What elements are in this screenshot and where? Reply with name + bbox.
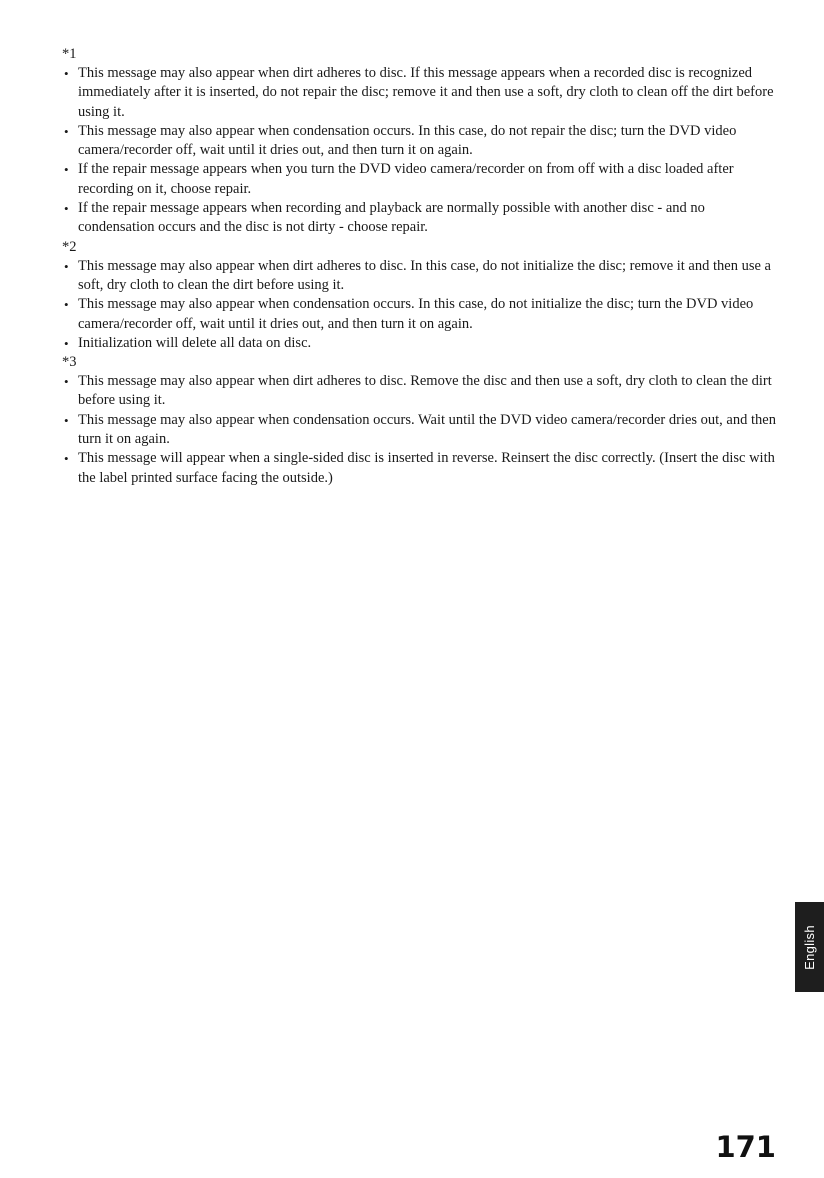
footnote-marker-1: *1 bbox=[62, 46, 77, 62]
list-item: • This message may also appear when condensation occurs. In this case, do not initialize the disc; turn the DVD video camera/recorder off, wait until it dries out, and then turn it on again. bbox=[62, 295, 782, 334]
footnotes bbox=[62, 45, 782, 488]
list-item: • If the repair message appears when recording and playback are normally possible with another disc - and no condensation occurs and the disc is not dirty - choose repair. bbox=[62, 199, 782, 238]
list-item: • This message may also appear when condensation occurs. In this case, do not repair the disc; turn the DVD video camera/recorder off, wait until it dries out, and then turn it on again. bbox=[62, 122, 782, 161]
list-item: • This message may also appear when condensation occurs. Wait until the DVD video camera/recorder dries out, and then turn it on again. bbox=[62, 411, 782, 450]
language-tab-label: English bbox=[802, 924, 817, 970]
list-item: • This message may also appear when dirt adheres to disc. If this message appears when a recorded disc is recognized immediately after it is inserted, do not repair the disc; remove it and then use a soft, dry cloth to clean off the dirt before using it. bbox=[62, 64, 782, 122]
footnote-list-3 bbox=[62, 372, 782, 488]
footnote-marker-3: *3 bbox=[62, 354, 77, 371]
language-tab bbox=[795, 902, 824, 992]
list-item: • This message may also appear when dirt adheres to disc. In this case, do not initialize the disc; remove it and then use a soft, dry cloth to clean the dirt before using it. bbox=[62, 257, 782, 296]
list-item: • If the repair message appears when you turn the DVD video camera/recorder on from off with a disc loaded after recording on it, choose repair. bbox=[62, 160, 782, 199]
list-item: • This message will appear when a single-sided disc is inserted in reverse. Reinsert the disc correctly. (Insert the disc with the label printed surface facing the outside.) bbox=[62, 449, 782, 488]
footnote-marker-2: *2 bbox=[62, 238, 77, 255]
footnote-list-2 bbox=[62, 257, 782, 353]
list-item: • Initialization will delete all data on disc. bbox=[62, 334, 782, 353]
list-item: • This message may also appear when dirt adheres to disc. Remove the disc and then use a soft, dry cloth to clean the dirt before using it. bbox=[62, 372, 782, 411]
page-number: 171 bbox=[715, 1130, 776, 1164]
footnote-list-1 bbox=[62, 64, 782, 238]
